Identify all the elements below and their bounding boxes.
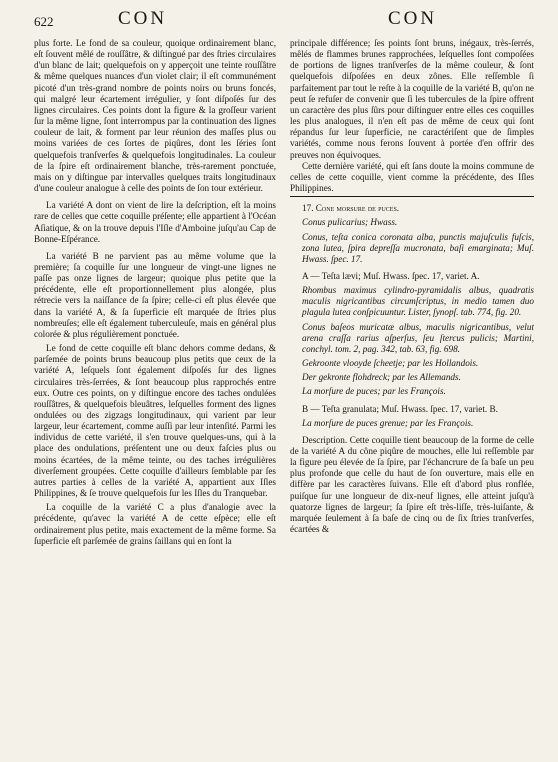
right-column (290, 38, 534, 760)
french-name-b: La morſure de puces grenue; par les François. (302, 417, 474, 428)
running-head-left: CON (118, 8, 168, 29)
latin-name: Conus pulicarius; Hwass. (302, 217, 398, 228)
running-head-right: CON (388, 8, 438, 29)
paragraph-variety-a: La variété A dont on vient de lire la deſcription, eſt la moins rare de celles que cette coquille préſente; elle appartient à l'Océan Aſiatique, & on la trouve depuis l'Iſle d'Amboine juſqu'au Cap de Bonne-Eſpérance. (34, 200, 276, 244)
running-header (0, 8, 558, 32)
paragraph-variety-c-continued: principale différence; ſes points ſont bruns, inégaux, très-ſerrés, mêlés de flammes brunes rapprochées, leſquelles ſont compoſées de portions de lignes tranſverſes de la même couleur, & ſont quelquefois diſpoſées en deux zônes. Elle reſſemble ſi parfaitement par tout le reſte à la coquille de la variété B, qu'on ne peut ſe refuſer de convenir que ſi les tubercules de la ſpire offrent un caractère des plus ſûrs pour diſtinguer entre elles ces coquilles les plus analogues, il n'en eſt pas de même de ceux qui ſont répandus ſur leur ſuperficie, ne caractériſent que de ſimples variétés, comme nous ferons ſouvent à portée d'en offrir des preuves non équivoques. (290, 38, 534, 160)
lister-reference: Rhombus maximus cylindro-pyramidalis albus, quadratis maculis nigricantibus circumſcriptus, in medio tamen duo plagula lutea conſpicuuntur. Lister, ſynopſ. tab. 774, fig. 20. (302, 285, 534, 318)
paragraph-variety-c: La coquille de la variété C a plus d'analogie avec la précédente, qu'avec la variété A de cette eſpèce; elle eſt ordinairement plus petite, mais exactement de la même forme. Sa ſuperficie eſt parſemée de grains ſaillans qui en ſont la (34, 502, 276, 546)
paragraph-continuation: plus forte. Le fond de sa couleur, quoique ordinairement blanc, eſt ſouvent mêlé de rouſſâtre, & diſtingué par des ſtries circulaires d'un blanc de lait; quelquefois on y apperçoit une teinte rouſſâtre & même quelques nuances d'un violet clair; il eſt communément picoté d'un très-grand nombre de points noirs ou bruns foncés, qui malgré leur écartement irrégulier, y ſont diſpoſés ſur des lignes circulaires. Ces points dont la figure & la groſſeur varient ſur la même ligne, ſont interrompus par la continuation des lignes couleur de lait, & forment par leur réunion des maſſes plus ou moins variées de ces ſortes de piqûres, dont les ſéries ſont quelquefois tranſverſes & quelquefois longitudinales. La couleur de la ſpire eſt ordinairement blanche, très-rarement ponctuée, mais on y diſtingue par intervalles quelques traits longitudinaux d'une couleur analogue à celle des points de ſon tour extérieur. (34, 38, 276, 194)
french-name-a: La morſure de puces; par les François. (302, 386, 446, 397)
variety-a-reference: A — Teſta lævi; Muſ. Hwass. ſpec. 17, variet. A. (302, 270, 480, 281)
diagnosis: Conus, teſta conica coronata alba, punctis majuſculis fuſcis, zona lutea, ſpira depreſſa mucronata, baſi emarginata; Muſ. Hwass. ſpec. 17. (302, 231, 534, 264)
description-paragraph: Description. Cette coquille tient beaucoup de la forme de celle de la variété A du cône piqûre de mouches, elle lui reſſemble par la figure peu élevée de ſa ſpire, par l'échancrure de ſa baſe un peu plus profonde que celle du haut de ſon ouverture, mais elle en diffère par les caractères ſuivans. Elle eſt d'abord plus ronflée, puiſque ſur une longueur de dix-neuf lignes, elle atteint juſqu'à quatorze lignes de largeur; ſa ſpire eſt très-liſſe, très-luiſante, & marquée ſeulement à ſa baſe de cinq ou de ſix ſtries tranſverſes, écartées & (290, 434, 534, 535)
left-column (34, 38, 276, 760)
martini-reference: Conus baſeos muricatæ albus, maculis nigricantibus, velut arena craſſa rarius aſperſus, ſeu ſtercus pulicis; Martini, conchyl. tom. 2, pag. 342, tab. 63, fig. 698. (302, 321, 534, 354)
paragraph-closing-remark: Cette dernière variété, qui eſt ſans doute la moins commune de celles de cette coquille, vient comme la précédente, des Iſles Philippines. (290, 161, 534, 197)
entry-heading: 17. Cone morſure de puces. (302, 203, 400, 214)
german-name: Der gekronte flohdreck; par les Allemands. (302, 372, 461, 383)
page-number: 622 (34, 14, 54, 29)
variety-b-reference: B — Teſta granulata; Muſ. Hwass. ſpec. 17, variet. B. (302, 403, 498, 414)
paragraph-variety-b-colour: Le fond de cette coquille eſt blanc dehors comme dedans, & parſemée de points bruns beaucoup plus petits que ceux de la variété A, leſquels ſont également diſpoſés ſur des lignes circulaires très-ſerrées, & ſont beaucoup plus rapprochés entre eux. Outre ces points, on y diſtingue encore des taches ondulées rouſſâtres, & quelquefois bleuâtres, leſquelles forment des lignes ondulées ou des zigzags longitudinaux, qui varient par leur largeur, leur écartement, comme auſſi par leur intenſité. Parmi les individus de cette variété, il s'en trouve quelques-uns, qui à la place des ondulations, préſentent une ou deux faſcies plus ou moins écartées, de la même teinte, ou des taches irrégulières diverſement groupées. Cette coquille d'ailleurs ſemblable par ſes autres parties à celles de la variété A, appartient aux Iſles Philippines, & ſe trouve quelquefois ſur les Iſles du Tranquebar. (34, 343, 276, 499)
dutch-name: Gekroonte vlooyde ſcheetje; par les Hollandois. (302, 358, 479, 369)
paragraph-variety-b: La variété B ne parvient pas au même volume que la première; ſa coquille ſur une longueur de vingt-une lignes ne paſſe pas onze lignes de largeur; quoique plus petite que la précédente, elle eſt proportionnellement plus alongée, plus rétrecie vers la naiſſance de ſa ſpire; celle-ci eſt plus élevée que dans la variété A, & ſa ſuperficie eſt marquée de ſtries plus nombreuſes; elle eſt également tuberculeuſe, mais en général plus colorée & plus régulièrement ponctuée. (34, 250, 276, 339)
